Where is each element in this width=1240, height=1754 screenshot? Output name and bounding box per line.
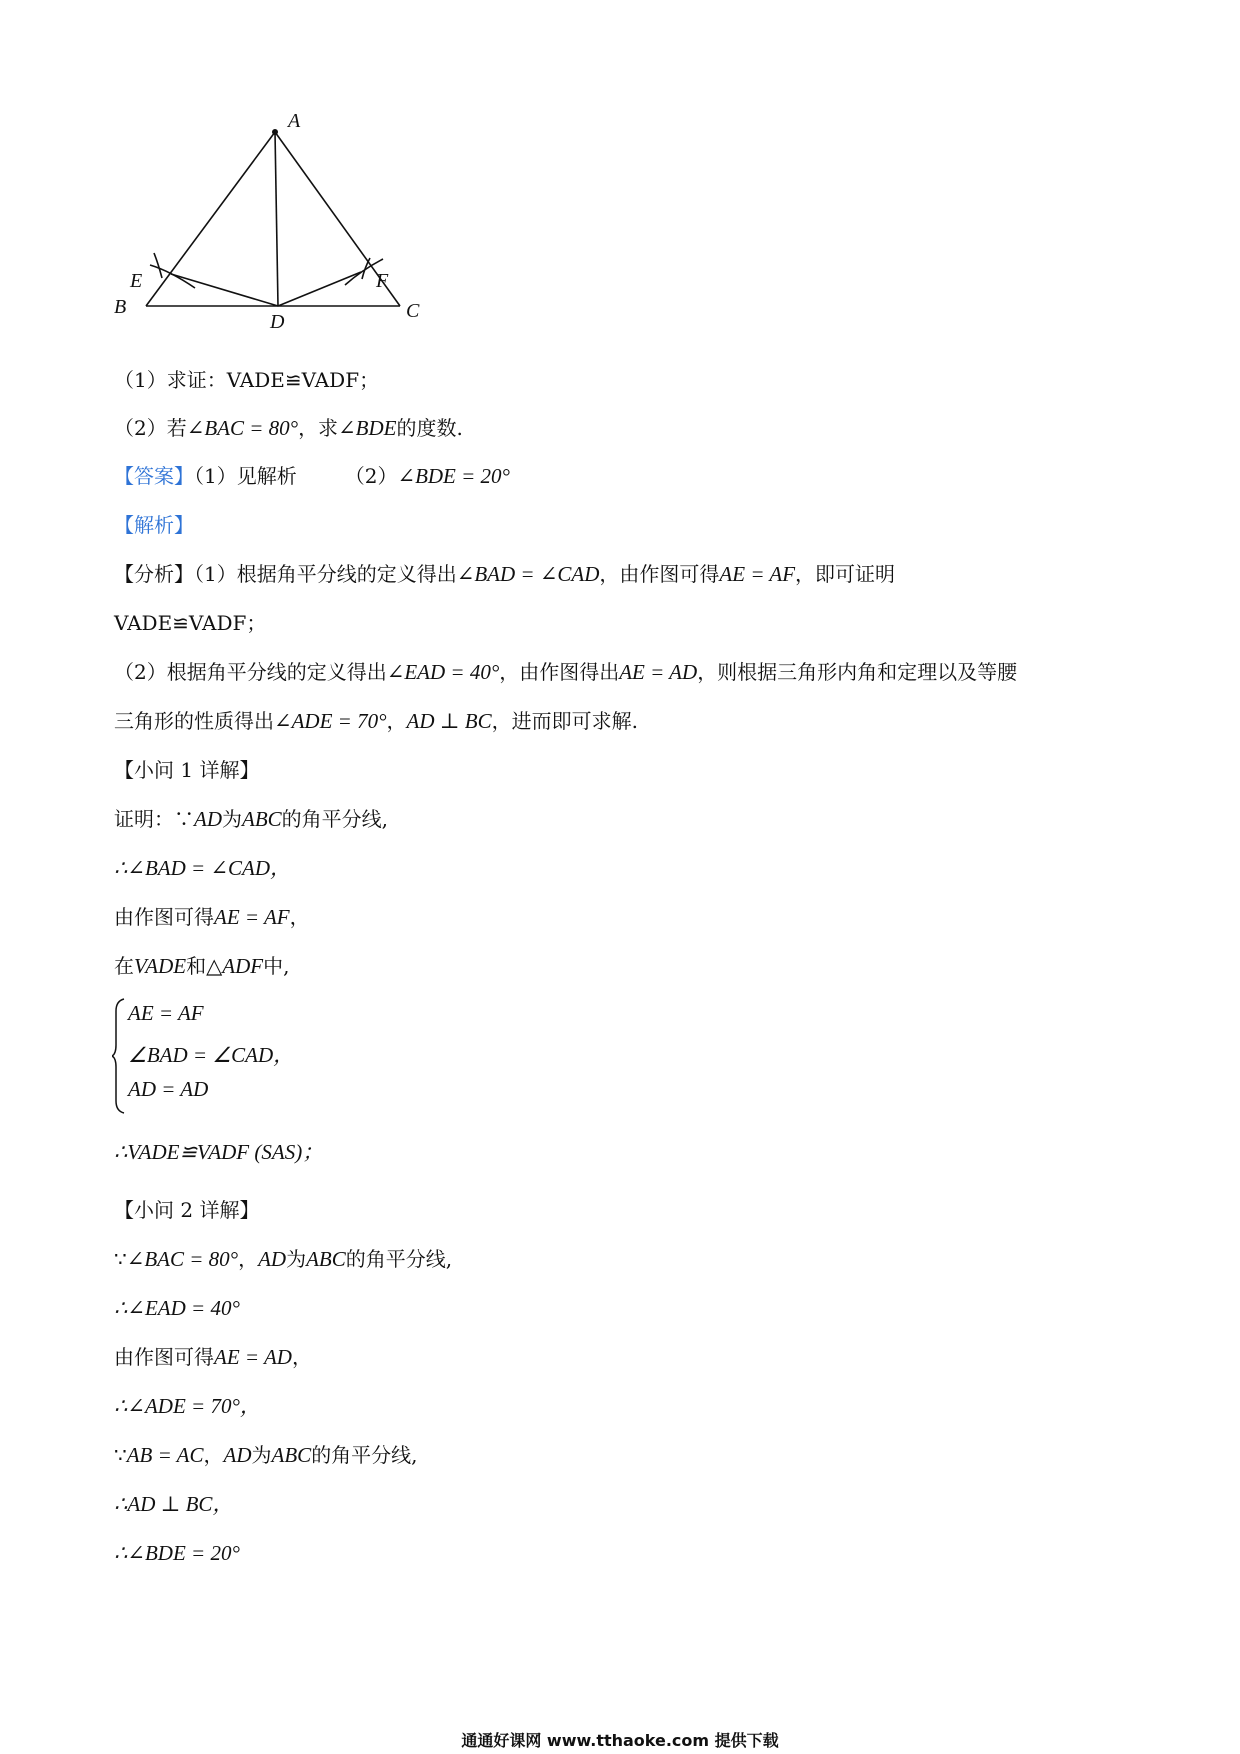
p1-l3-prefix: 由作图可得 <box>114 905 214 929</box>
analysis-l1-prefix: 【分析】（1）根据角平分线的定义得出 <box>114 562 457 586</box>
question-1-text: （1）求证：VADE≌VADF； <box>114 368 380 392</box>
analysis-l4-math1: ∠ADE = 70° <box>274 709 387 733</box>
p2-l7-text: ∴∠BDE = 20° <box>114 1541 240 1565</box>
part2-line-6 <box>114 1490 233 1518</box>
analysis-l4-suffix: ，进而即可求解. <box>491 709 638 733</box>
p1-l4-mid: 和 <box>186 954 207 978</box>
point-A-dot <box>272 129 278 135</box>
label-E: E <box>130 270 143 292</box>
p1-l3-math: AE = AF <box>214 905 290 929</box>
arc-E-outer <box>150 265 195 288</box>
analysis-l4-prefix: 三角形的性质得出 <box>114 709 274 733</box>
answer-line <box>114 462 510 490</box>
p1-l3-suffix: ， <box>289 905 310 929</box>
part1-heading: 【小问 1 详解】 <box>114 758 260 782</box>
q2-prefix: （2）若 <box>114 416 187 440</box>
p2-l1-mid: ， <box>238 1247 259 1271</box>
p2-l1-prefix: ∵ <box>114 1247 127 1271</box>
part1-conclusion <box>114 1138 323 1166</box>
q2-math-angle-bac: ∠BAC = 80° <box>186 416 299 440</box>
p1-l1-mid: 为 <box>222 807 242 831</box>
p2-l1-math3: ABC <box>306 1247 346 1271</box>
p2-l5-mid: ， <box>203 1443 224 1467</box>
p2-l1-mid2: 为 <box>286 1247 307 1271</box>
p2-l5-mid2: 为 <box>251 1443 272 1467</box>
analysis-l1-math1: ∠BAD = ∠CAD <box>456 562 600 586</box>
p2-l1-math: ∠BAC = 80° <box>126 1247 239 1271</box>
question-2 <box>114 414 463 442</box>
p1-l1-math2: ABC <box>242 807 282 831</box>
p2-l1-suffix: 的角平分线, <box>345 1247 453 1271</box>
footer-watermark: 通通好课网 www.tthaoke.com 提供下载 <box>461 1731 779 1750</box>
label-F: F <box>376 270 389 292</box>
analysis-line-3 <box>114 658 1017 686</box>
p2-l6-text: ∴AD ⊥ BC， <box>114 1492 234 1516</box>
answer-part1: （1）见解析 <box>194 464 297 488</box>
analysis-l3-math1: ∠EAD = 40° <box>386 660 500 684</box>
analysis-l3-math2: AE = AD <box>619 660 698 684</box>
analysis-l3-prefix: （2）根据角平分线的定义得出 <box>114 660 387 684</box>
triangle-figure <box>100 95 440 335</box>
p1-l4-math1: VADE <box>134 954 187 978</box>
segment-DE <box>171 274 278 306</box>
p2-l2-text: ∴∠EAD = 40° <box>114 1296 240 1320</box>
arc-F-inner <box>362 258 370 279</box>
analysis-l4-math2: AD ⊥ BC <box>406 709 492 733</box>
segment-AB <box>146 132 275 306</box>
p2-l5-suffix: 的角平分线, <box>311 1443 418 1467</box>
p1-l2-text: ∴∠BAD = ∠CAD， <box>114 856 292 880</box>
arc-E-inner <box>154 253 162 278</box>
analysis-tag: 【解析】 <box>114 513 194 537</box>
p2-l3-math: AE = AD <box>214 1345 292 1369</box>
analysis-l4-sep: ， <box>386 709 407 733</box>
answer-tag: 【答案】 <box>114 464 194 488</box>
analysis-l1-mid: ，由作图可得 <box>599 562 720 586</box>
left-brace-icon <box>112 997 126 1115</box>
p1-conclusion-text: ∴VADE≌VADF (SAS)； <box>114 1140 324 1164</box>
part2-line-3 <box>114 1343 312 1371</box>
analysis-l3-suffix: ，则根据三角形内角和定理以及等腰 <box>697 660 1018 684</box>
label-C: C <box>406 300 420 322</box>
analysis-line-1 <box>114 560 895 588</box>
part2-line-1 <box>114 1245 452 1273</box>
label-A: A <box>288 110 301 132</box>
q2-suffix: 的度数. <box>396 416 463 440</box>
p2-l5-math2: AD <box>223 1443 252 1467</box>
system-eq-1: AE = AF <box>128 1001 204 1025</box>
part2-line-2 <box>114 1294 240 1322</box>
part2-heading: 【小问 2 详解】 <box>114 1198 260 1222</box>
p2-l3-prefix: 由作图可得 <box>114 1345 214 1369</box>
part2-line-5 <box>114 1441 418 1469</box>
p1-l4-math2: △ADF <box>206 954 264 978</box>
part2-line-4 <box>114 1392 261 1420</box>
system-eq-3: AD = AD <box>128 1077 209 1101</box>
p2-l4-text: ∴∠ADE = 70°， <box>114 1394 261 1418</box>
analysis-l1-suffix: ，即可证明 <box>795 562 896 586</box>
p2-l5-prefix: ∵ <box>114 1443 127 1467</box>
p1-l1-suffix: 的角平分线, <box>281 807 389 831</box>
label-D: D <box>270 311 285 333</box>
p1-l1-prefix: 证明：∵ <box>114 807 194 831</box>
part1-line-3 <box>114 903 310 931</box>
q2-math-angle-bde: ∠BDE <box>338 416 397 440</box>
segment-DF <box>278 272 361 306</box>
p1-l1-math: AD <box>194 807 222 831</box>
part1-line-4 <box>114 952 289 980</box>
p2-l5-math3: ABC <box>271 1443 312 1467</box>
label-B: B <box>114 296 127 318</box>
analysis-line-2 <box>114 609 266 637</box>
part1-line-2 <box>114 854 291 882</box>
p1-l4-suffix: 中, <box>263 954 290 978</box>
p2-l3-suffix: ， <box>291 1345 312 1369</box>
analysis-l3-mid: ，由作图得出 <box>499 660 620 684</box>
equation-system <box>118 995 378 1115</box>
question-1 <box>114 366 379 394</box>
p2-l1-math2: AD <box>258 1247 287 1271</box>
analysis-l2-text: VADE≌VADF； <box>114 611 267 635</box>
analysis-l1-math2: AE = AF <box>719 562 796 586</box>
part2-line-7 <box>114 1539 240 1567</box>
p1-l4-prefix: 在 <box>114 954 134 978</box>
answer-part2-math: ∠BDE = 20° <box>397 464 510 488</box>
p2-l5-math1: AB = AC <box>126 1443 204 1467</box>
analysis-line-4 <box>114 707 638 735</box>
figure-lines <box>146 132 400 306</box>
segment-AD <box>275 132 278 306</box>
answer-part2-prefix: （2） <box>344 464 398 488</box>
part1-line-1 <box>114 805 388 833</box>
q2-mid: ，求 <box>298 416 339 440</box>
system-eq-2: ∠BAD = ∠CAD， <box>128 1043 295 1067</box>
